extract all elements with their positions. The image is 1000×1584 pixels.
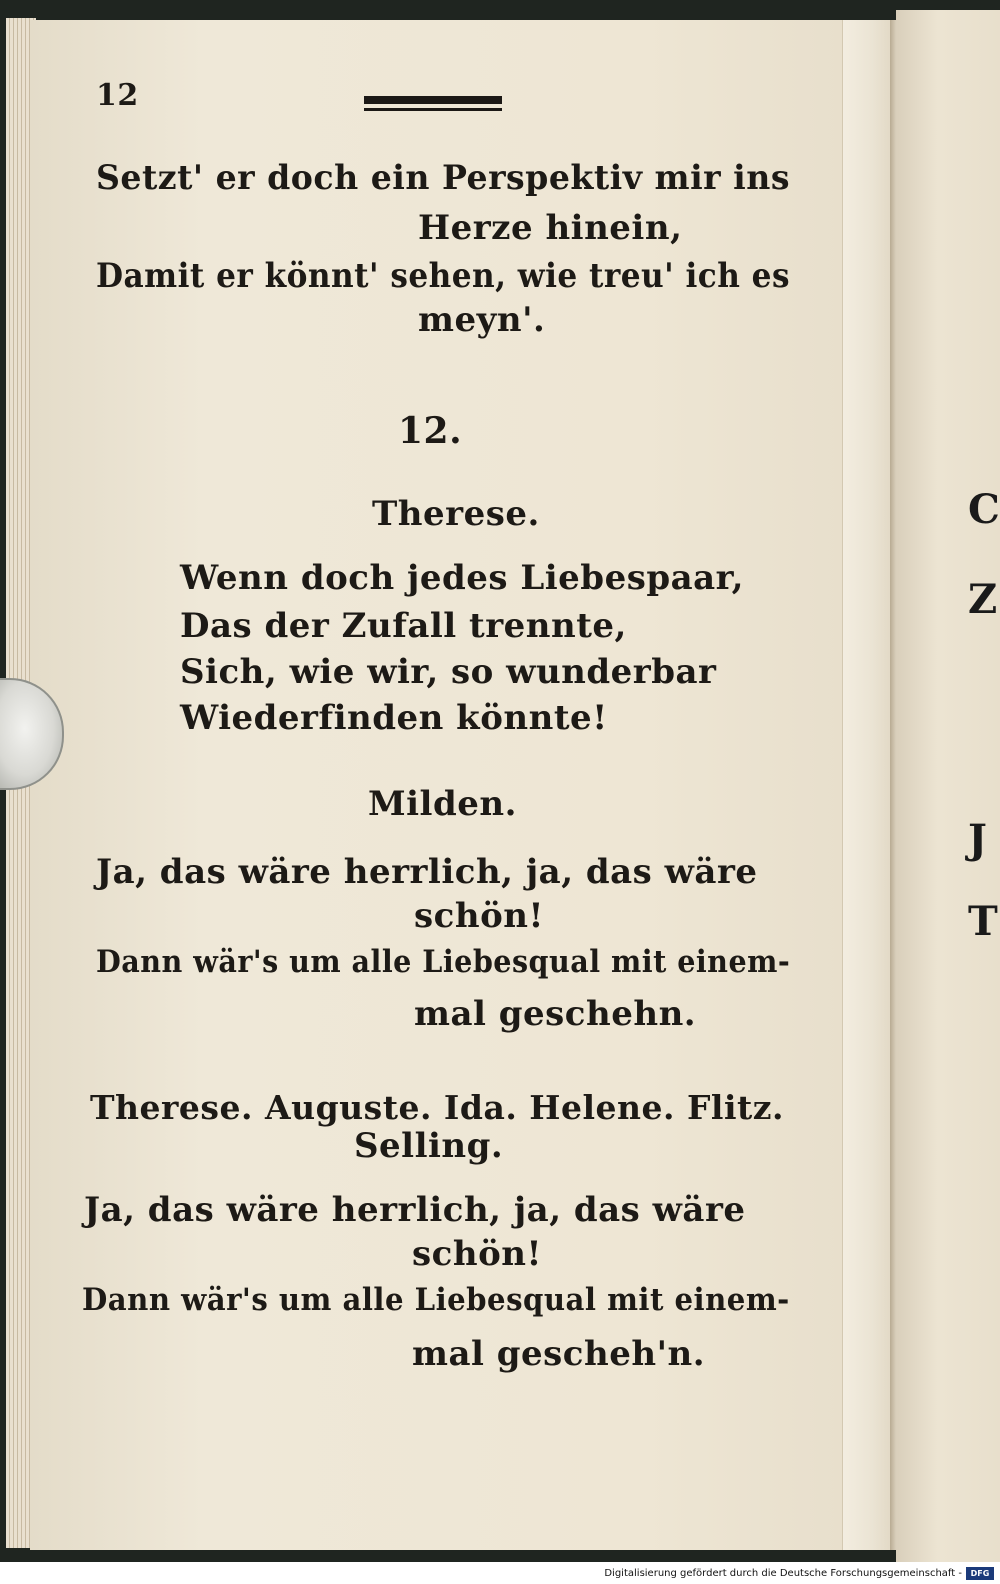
verse-line: Herze hinein, bbox=[418, 208, 683, 248]
speaker-heading: Therese. Auguste. Ida. Helene. Flitz. bbox=[90, 1088, 784, 1127]
speaker-heading: Selling. bbox=[354, 1126, 504, 1166]
speaker-heading: Milden. bbox=[368, 784, 517, 824]
facing-page-edge: C Z J T bbox=[896, 10, 1000, 1570]
dfg-logo: DFG bbox=[966, 1567, 994, 1580]
funding-notice: Digitalisierung gefördert durch die Deutsche Forschungsgemeinschaft - bbox=[604, 1568, 962, 1579]
verse-line: meyn'. bbox=[418, 300, 546, 340]
speaker-heading: Therese. bbox=[372, 494, 540, 534]
verse-line: Wiederfinden könnte! bbox=[180, 698, 608, 738]
verse-line: Wenn doch jedes Liebespaar, bbox=[180, 558, 744, 598]
verse-line: Sich, wie wir, so wunderbar bbox=[180, 652, 717, 692]
verse-line: schön! bbox=[412, 1234, 542, 1274]
header-rule-thick bbox=[364, 96, 502, 104]
verse-line: Ja, das wäre herrlich, ja, das wäre bbox=[84, 1190, 746, 1230]
page-gutter bbox=[842, 20, 891, 1550]
verse-line: Dann wär's um alle Liebesqual mit einem- bbox=[82, 1282, 790, 1318]
digitization-footer bbox=[0, 1562, 1000, 1584]
verse-line: Dann wär's um alle Liebesqual mit einem- bbox=[96, 944, 791, 980]
verse-line: mal gescheh'n. bbox=[412, 1334, 706, 1374]
verse-line: mal geschehn. bbox=[414, 994, 697, 1034]
header-rule-thin bbox=[364, 108, 502, 111]
verse-line: Ja, das wäre herrlich, ja, das wäre bbox=[96, 852, 758, 892]
verse-line: Damit er könnt' sehen, wie treu' ich es bbox=[96, 256, 790, 296]
verse-line-text: Setzt' er doch ein Perspektiv mir ins bbox=[96, 158, 790, 198]
verse-line: schön! bbox=[414, 896, 544, 936]
verse-line: Das der Zufall trennte, bbox=[180, 606, 627, 646]
header-rule bbox=[364, 96, 502, 114]
verse-line bbox=[96, 158, 790, 198]
song-number: 12. bbox=[398, 410, 463, 452]
page-number: 12 bbox=[96, 78, 139, 113]
